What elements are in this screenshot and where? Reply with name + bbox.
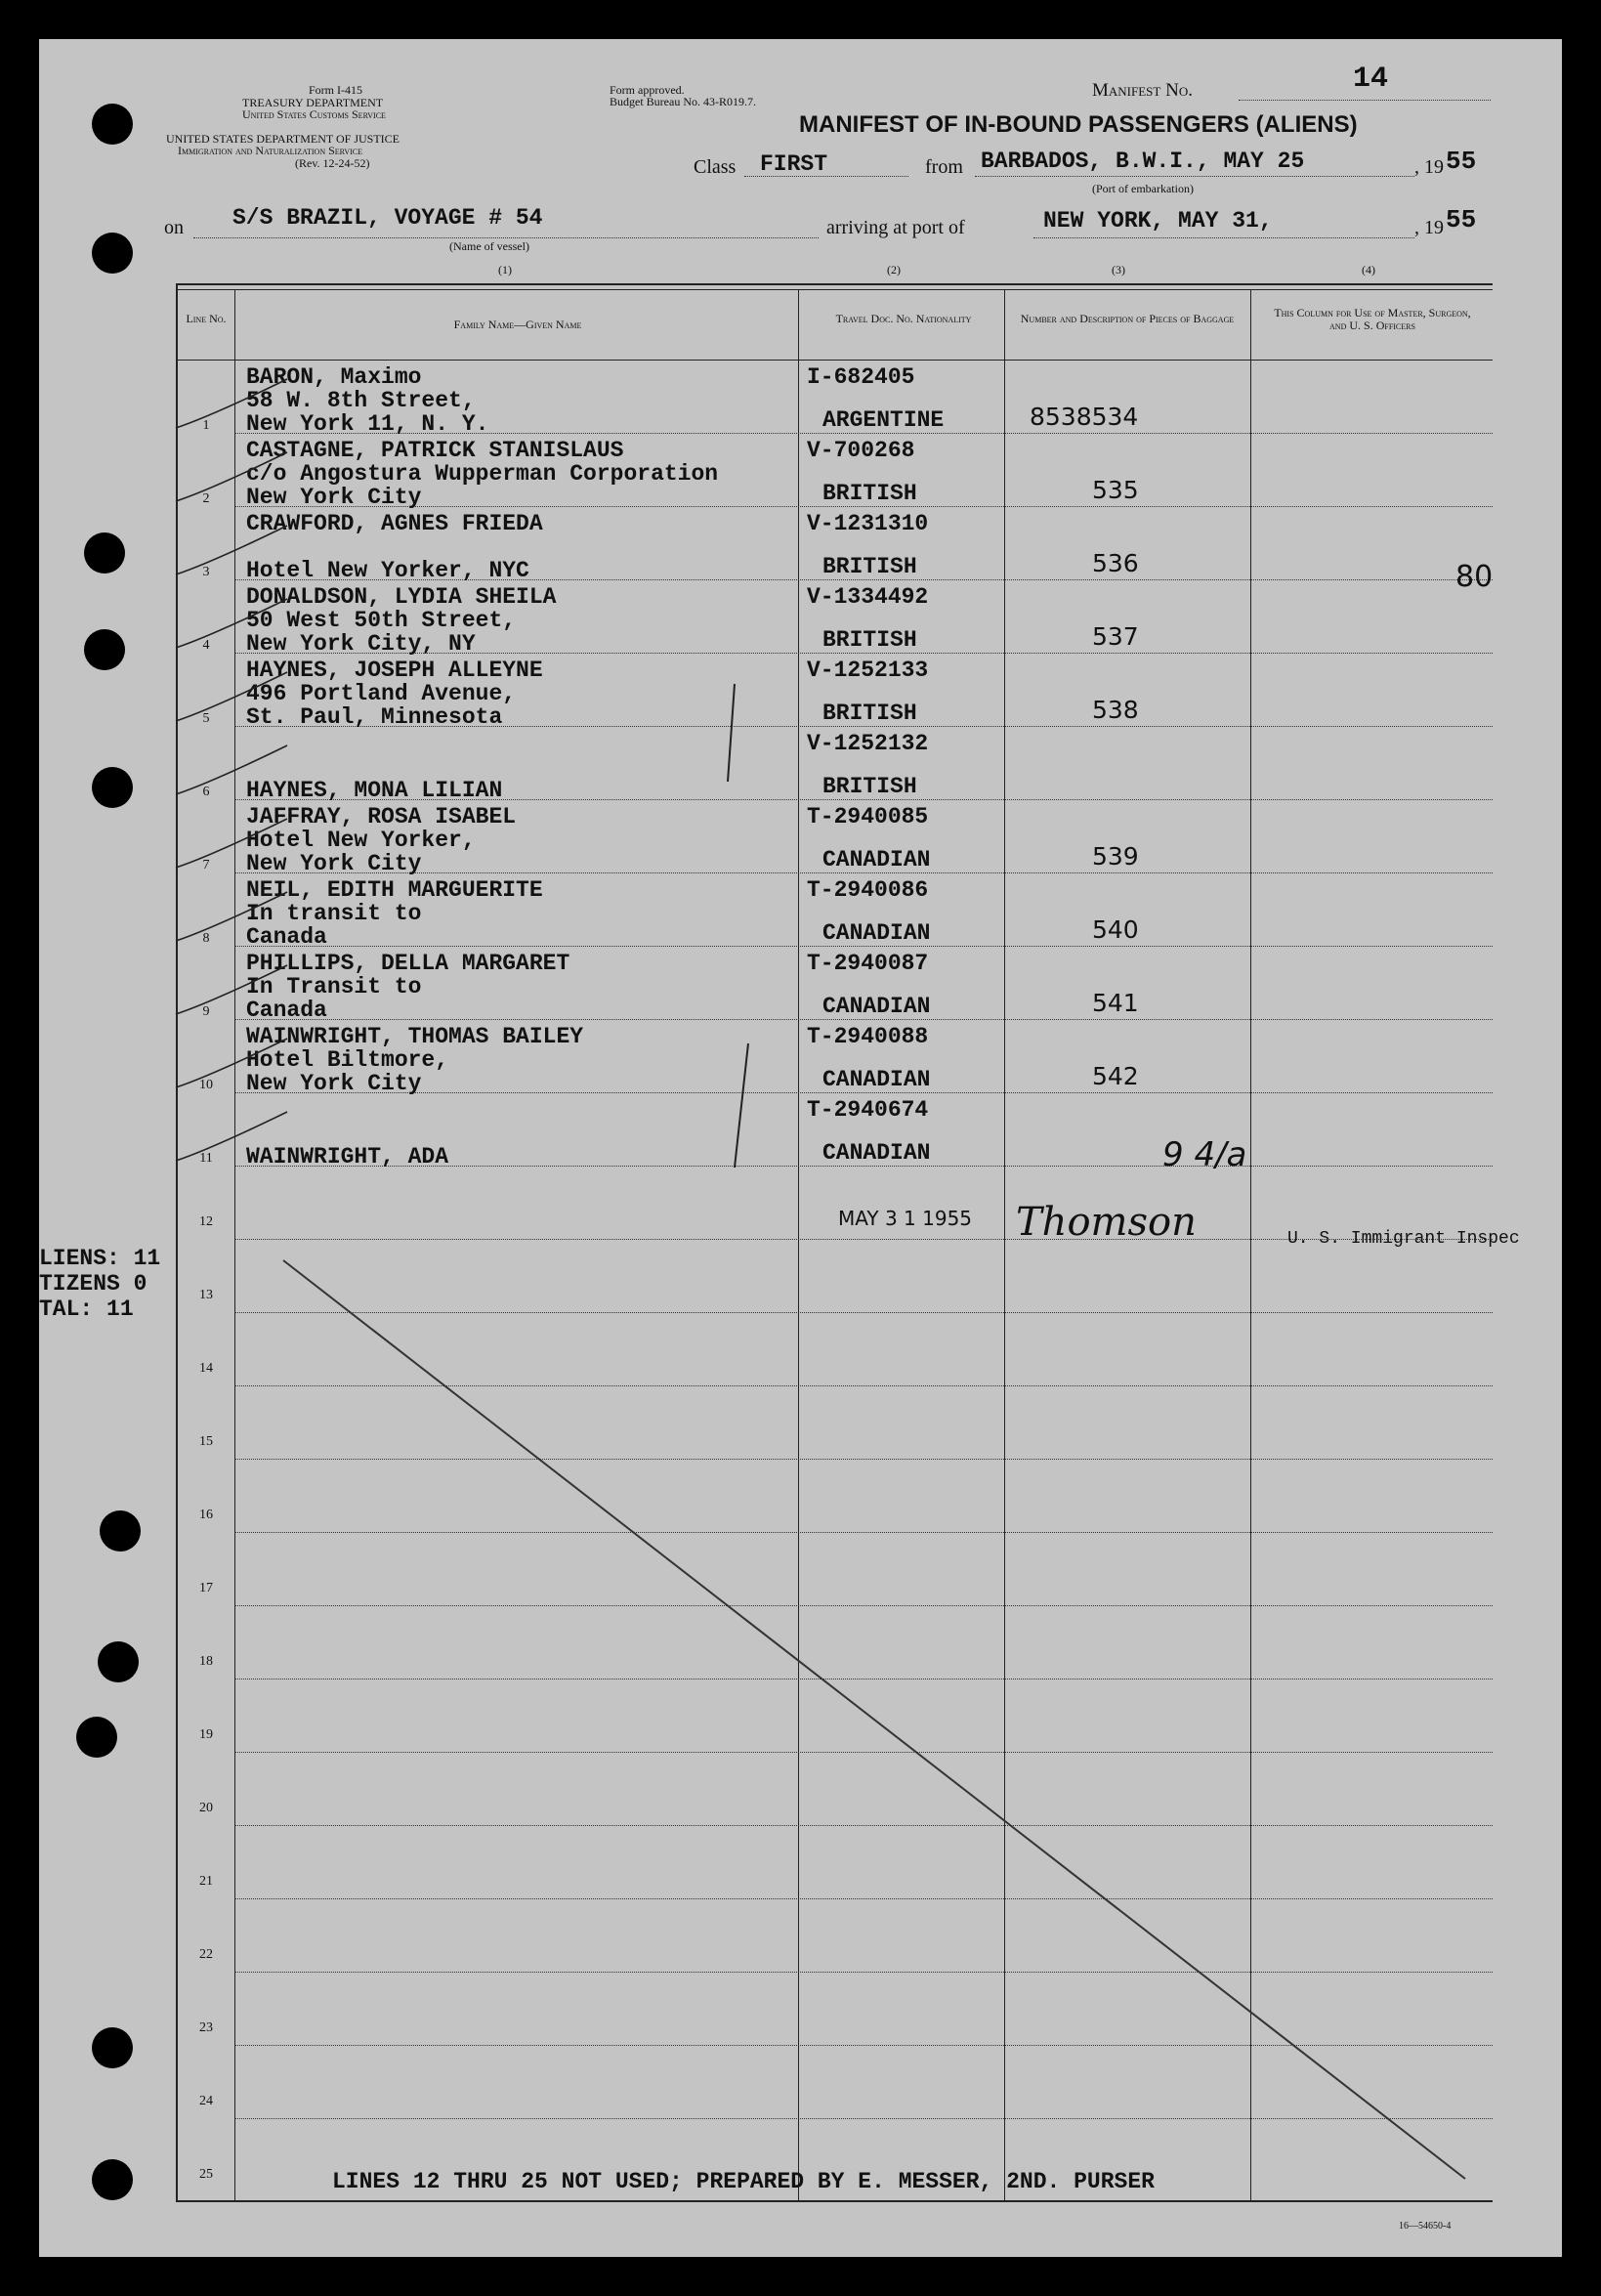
col-header-officers: This Column for Use of Master, Surgeon, and U. S. Officers — [1274, 306, 1471, 332]
travel-doc-no: V-700268 — [807, 438, 915, 463]
passenger-name: CASTAGNE, PATRICK STANISLAUS — [246, 438, 624, 463]
passenger-address: 50 West 50th Street, — [246, 608, 517, 633]
col-header-line: Line No. — [186, 312, 227, 325]
baggage-count: 8538534 — [1030, 403, 1139, 431]
from-label: from — [925, 156, 963, 178]
line-number: 21 — [199, 1874, 213, 1889]
footer-note: LINES 12 THRU 25 NOT USED; PREPARED BY E. MESSER, 2ND. PURSER — [332, 2169, 1155, 2194]
line-number: 22 — [199, 1947, 213, 1962]
bracket-mark — [728, 684, 735, 782]
line-number: 2 — [202, 491, 210, 506]
travel-doc-no: V-1252132 — [807, 731, 929, 756]
baggage-count: 541 — [1092, 989, 1139, 1017]
nationality: CANADIAN — [822, 1067, 931, 1092]
line-number: 7 — [202, 858, 210, 872]
from-value: BARBADOS, B.W.I., MAY 25 — [981, 149, 1305, 174]
baggage-count: 538 — [1092, 696, 1139, 724]
passenger-address: 496 Portland Avenue, — [246, 681, 517, 706]
passenger-address: In Transit to — [246, 974, 422, 999]
manifest-no-label: Manifest No. — [1092, 80, 1193, 101]
year-prefix-2: , 19 — [1414, 217, 1444, 238]
line-number: 1 — [202, 418, 210, 433]
travel-doc-no: V-1231310 — [807, 511, 929, 536]
col-num-4: (4) — [1362, 263, 1375, 276]
passenger-address: New York City — [246, 851, 422, 876]
budget-bureau: Budget Bureau No. 43-R019.7. — [610, 95, 756, 108]
inspection-date-stamp: MAY 3 1 1955 — [838, 1207, 973, 1230]
nationality: BRITISH — [822, 774, 917, 799]
form-number: Form I-415 — [309, 83, 362, 97]
line-number: 19 — [199, 1727, 213, 1742]
baggage-count: 540 — [1092, 915, 1139, 944]
travel-doc-no: T-2940086 — [807, 877, 929, 903]
passenger-name: DONALDSON, LYDIA SHEILA — [246, 584, 557, 610]
line-number: 13 — [199, 1288, 213, 1302]
line-number: 20 — [199, 1801, 213, 1815]
baggage-count: 542 — [1092, 1062, 1139, 1090]
col-header-baggage: Number and Description of Pieces of Baggage — [1020, 312, 1235, 325]
customs-service: United States Customs Service — [242, 107, 386, 121]
justice-dept: UNITED STATES DEPARTMENT OF JUSTICE — [166, 132, 400, 146]
travel-doc-no: T-2940088 — [807, 1024, 929, 1049]
passenger-address: New York City — [246, 1071, 422, 1096]
passenger-address: St. Paul, Minnesota — [246, 704, 503, 730]
nationality: BRITISH — [822, 554, 917, 579]
passenger-address: Canada — [246, 924, 327, 950]
year-prefix: , 19 — [1414, 156, 1444, 178]
col-header-doc: Travel Doc. No. Nationality — [835, 312, 972, 325]
baggage-count: 536 — [1092, 549, 1139, 577]
treasury-dept: TREASURY DEPARTMENT — [242, 96, 384, 109]
passenger-address: 58 W. 8th Street, — [246, 388, 476, 413]
line-number: 23 — [199, 2020, 213, 2035]
line-number: 5 — [202, 711, 210, 726]
officer-mark: 80 — [1455, 560, 1494, 594]
manifest-title: MANIFEST OF IN-BOUND PASSENGERS (ALIENS) — [799, 111, 1358, 138]
nationality: ARGENTINE — [822, 407, 945, 433]
passenger-address: Hotel New Yorker, NYC — [246, 558, 529, 583]
nationality: BRITISH — [822, 481, 917, 506]
arrive-year: 55 — [1446, 205, 1477, 234]
nationality: BRITISH — [822, 701, 917, 726]
passenger-address: In transit to — [246, 901, 422, 926]
from-year: 55 — [1446, 147, 1477, 176]
passenger-name: PHILLIPS, DELLA MARGARET — [246, 951, 570, 976]
line-number: 11 — [199, 1151, 213, 1166]
passenger-address: WAINWRIGHT, ADA — [246, 1144, 449, 1169]
nationality: BRITISH — [822, 627, 917, 653]
totals-total: TAL: 11 — [39, 1297, 134, 1322]
line-number: 16 — [199, 1508, 213, 1522]
baggage-count: 535 — [1092, 476, 1139, 504]
class-label: Class — [694, 156, 737, 178]
line-number: 18 — [199, 1654, 213, 1669]
col-header-name: Family Name—Given Name — [453, 318, 582, 331]
passenger-name: BARON, Maximo — [246, 364, 422, 390]
travel-doc-no: V-1252133 — [807, 658, 929, 683]
travel-doc-no: T-2940085 — [807, 804, 929, 829]
line-number: 9 — [202, 1004, 210, 1019]
arriving-value: NEW YORK, MAY 31, — [1043, 208, 1273, 234]
manifest-no-value: 14 — [1353, 63, 1389, 96]
footer-code: 16—54650-4 — [1399, 2221, 1452, 2232]
revision: (Rev. 12-24-52) — [295, 156, 370, 170]
class-value: FIRST — [760, 151, 828, 177]
passenger-name: JAFFRAY, ROSA ISABEL — [246, 804, 517, 829]
bracket-mark — [735, 1043, 748, 1168]
line-number: 4 — [202, 638, 210, 653]
passenger-address: Canada — [246, 998, 327, 1023]
totals-citizens: TIZENS 0 — [39, 1271, 147, 1297]
travel-doc-no: I-682405 — [807, 364, 915, 390]
passenger-name: HAYNES, JOSEPH ALLEYNE — [246, 658, 543, 683]
line-number: 10 — [199, 1078, 213, 1092]
inspector-title: U. S. Immigrant Inspec — [1287, 1229, 1520, 1249]
line-number: 3 — [202, 565, 210, 579]
port-caption: (Port of embarkation) — [1092, 182, 1194, 195]
vessel-value: S/S BRAZIL, VOYAGE # 54 — [232, 205, 543, 231]
line-number: 17 — [199, 1581, 213, 1595]
travel-doc-no: V-1334492 — [807, 584, 929, 610]
passenger-name: CRAWFORD, AGNES FRIEDA — [246, 511, 543, 536]
col-num-3: (3) — [1112, 263, 1125, 276]
line-number: 25 — [199, 2167, 213, 2182]
line-number: 8 — [202, 931, 210, 946]
vessel-caption: (Name of vessel) — [449, 239, 529, 253]
col-num-1: (1) — [498, 263, 512, 276]
passenger-address: New York City — [246, 485, 422, 510]
line-number: 12 — [199, 1214, 213, 1229]
inspector-signature: Thomson — [1016, 1200, 1197, 1245]
line-number: 6 — [202, 785, 210, 799]
nationality: CANADIAN — [822, 847, 931, 872]
line-number: 15 — [199, 1434, 213, 1449]
line-number: 24 — [199, 2094, 213, 2108]
passenger-name: WAINWRIGHT, THOMAS BAILEY — [246, 1024, 584, 1049]
travel-doc-no: T-2940674 — [807, 1097, 929, 1123]
col-num-2: (2) — [887, 263, 901, 276]
hand-note: 9 4/a — [1162, 1135, 1247, 1174]
line-number: 14 — [199, 1361, 213, 1376]
passenger-address: Hotel New Yorker, — [246, 828, 476, 853]
form-approved: Form approved. — [610, 83, 685, 97]
passenger-name: NEIL, EDITH MARGUERITE — [246, 877, 543, 903]
travel-doc-no: T-2940087 — [807, 951, 929, 976]
passenger-address: New York 11, N. Y. — [246, 411, 489, 437]
nationality: CANADIAN — [822, 1140, 931, 1166]
passenger-address: Hotel Biltmore, — [246, 1047, 449, 1073]
cancel-diagonal-line — [283, 1260, 1465, 2179]
passenger-address: c/o Angostura Wupperman Corporation — [246, 461, 719, 487]
totals-aliens: LIENS: 11 — [39, 1246, 161, 1271]
nationality: CANADIAN — [822, 920, 931, 946]
passenger-address: New York City, NY — [246, 631, 476, 657]
baggage-count: 537 — [1092, 622, 1139, 651]
nationality: CANADIAN — [822, 994, 931, 1019]
passenger-address: HAYNES, MONA LILIAN — [246, 778, 503, 803]
on-label: on — [164, 217, 184, 238]
ins-service: Immigration and Naturalization Service — [178, 144, 363, 157]
arriving-label: arriving at port of — [826, 217, 965, 238]
baggage-count: 539 — [1092, 842, 1139, 871]
